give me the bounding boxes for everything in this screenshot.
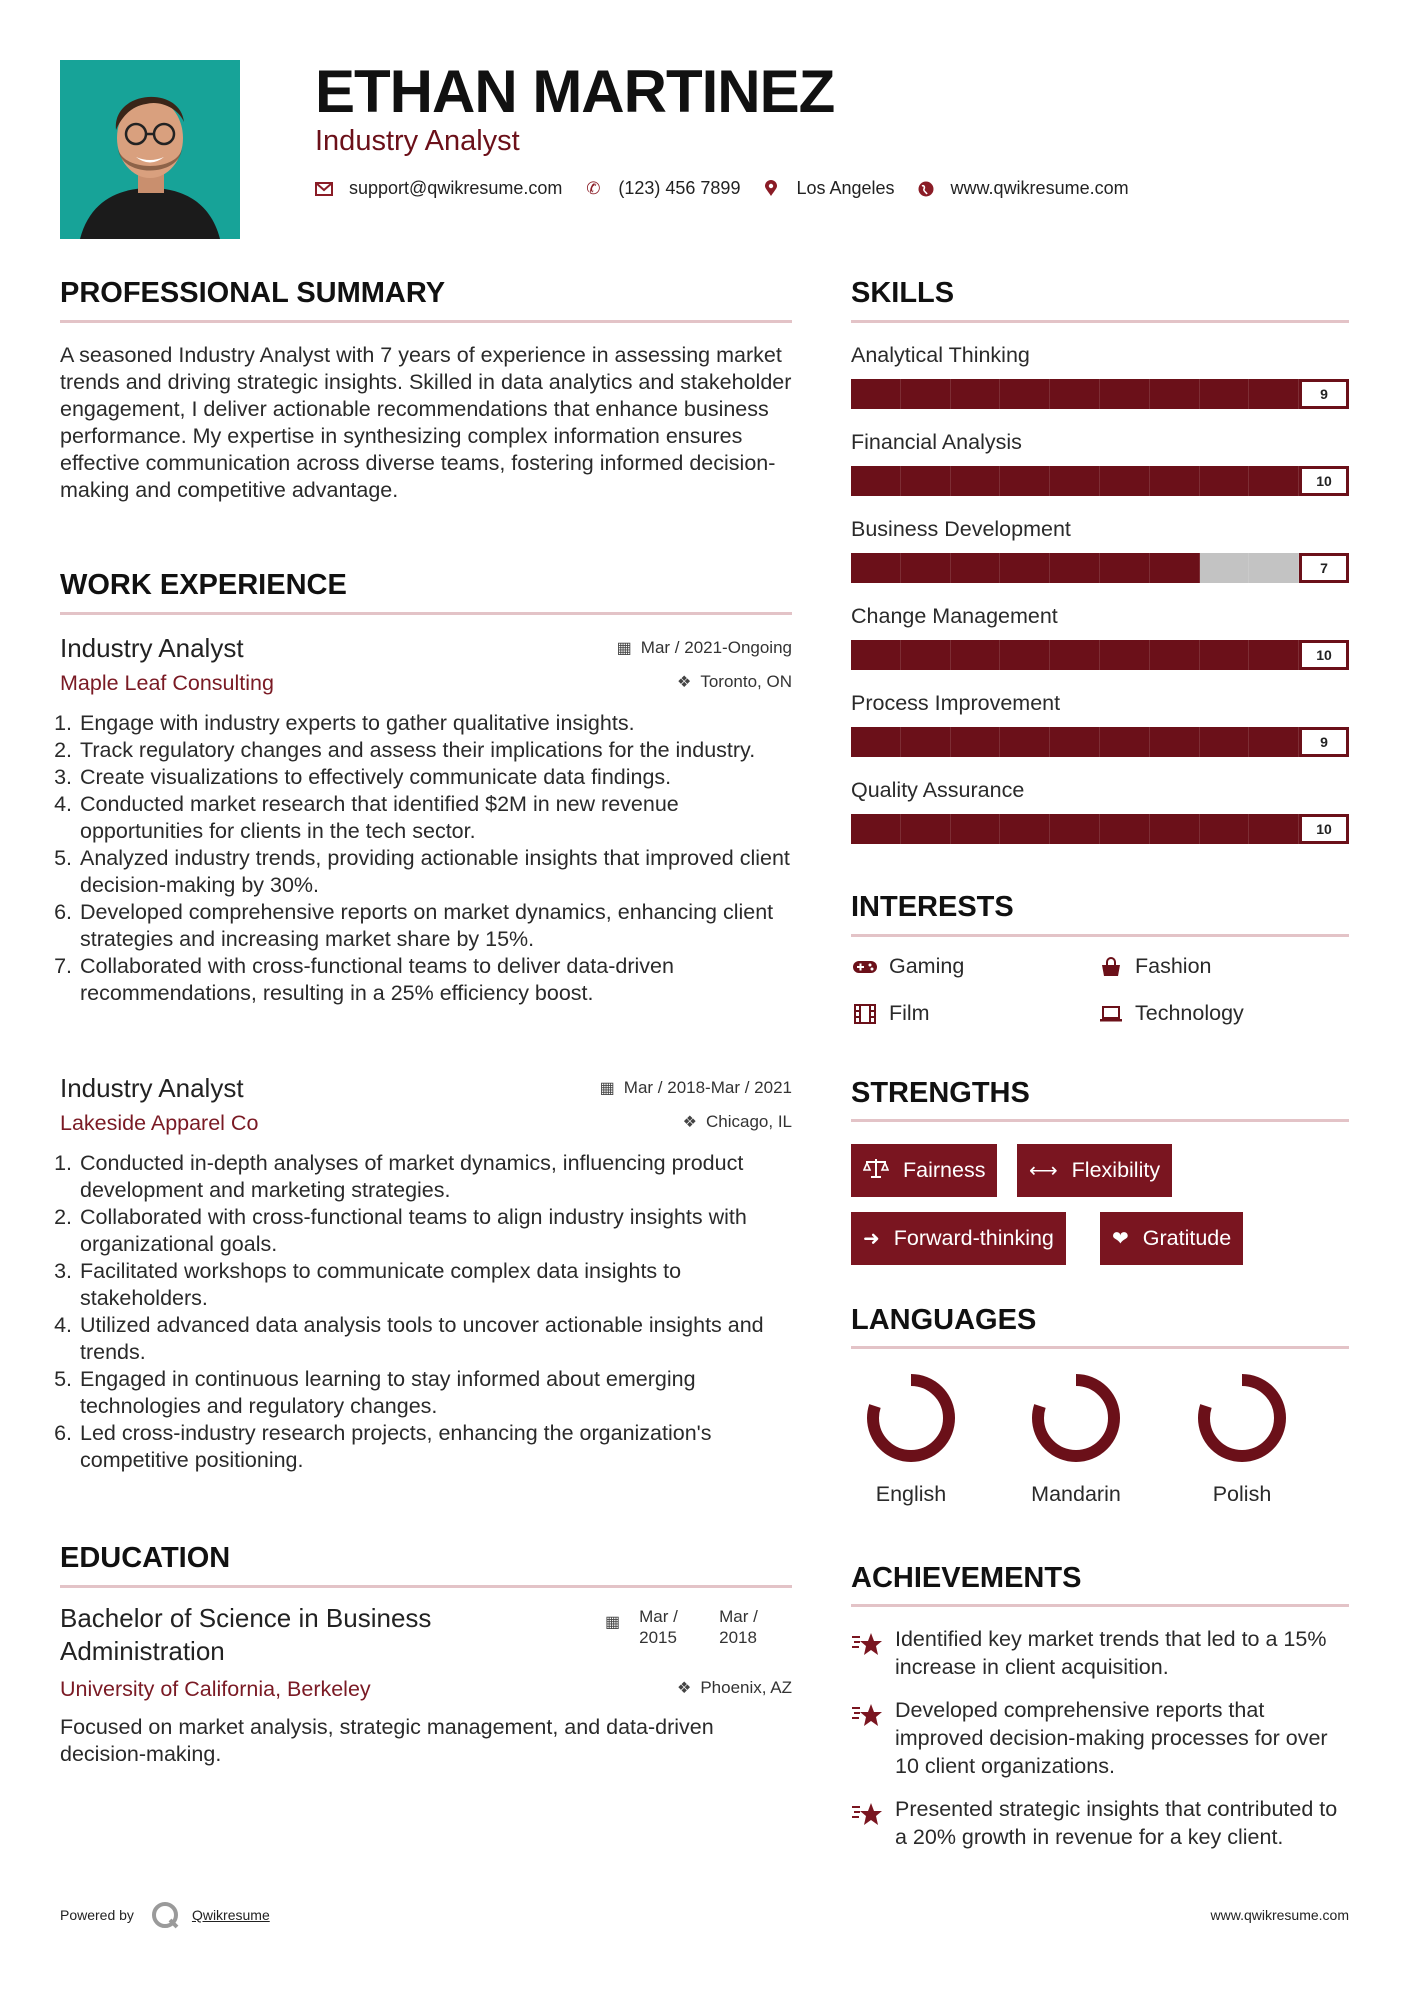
skill-label: Financial Analysis [851,430,1022,454]
experience-divider [60,612,792,615]
list-item: 3. Facilitated workshops to communicate complex data insights to stakeholders. [78,1258,792,1312]
envelope-icon [315,182,333,196]
skill-bar-segment [951,553,1001,583]
skill-bar-segment [1100,640,1150,670]
job-entry [60,1072,792,1474]
skill-bar-segment [1249,379,1299,409]
pin-icon: ❖ [677,674,692,691]
skill-bar-segment [1050,466,1100,496]
interests-divider [851,934,1349,937]
skill-bar-segment [951,379,1001,409]
footer-branding [60,1900,270,1930]
language-ring [1030,1372,1122,1464]
job-company: Maple Leaf Consulting [60,671,274,695]
skill-level: 9 [1299,379,1349,409]
language-label: Polish [1212,1482,1272,1506]
skill-bar [851,466,1349,496]
skill-bar-segment [1050,814,1100,844]
strength-label: Gratitude [1142,1226,1232,1250]
skill-label: Change Management [851,604,1058,628]
skill-bar [851,640,1349,670]
education-description: Focused on market analysis, strategic management, and data-driven decision-making. [60,1715,714,1766]
language-ring [1196,1372,1288,1464]
skill-bar-segment [951,640,1001,670]
arrows-horizontal-icon: ⟷ [1029,1160,1058,1182]
list-item: 1. Conducted in-depth analyses of market dynamics, influencing product development and marketing strategies. [78,1150,792,1204]
language-ring [865,1372,957,1464]
job-location [683,1112,792,1132]
list-item: 5. Analyzed industry trends, providing actionable insights that improved client decision-making by 30%. [78,845,792,899]
language-item [1187,1372,1297,1507]
skill-bar-segment [901,640,951,670]
strength-label: Flexibility [1071,1158,1161,1182]
job-location-text: Chicago, IL [706,1112,792,1131]
achievement-text: Developed comprehensive reports that improved decision-making processes for over 10 client organizations. [895,1698,1328,1778]
skill-bar-segment [901,553,951,583]
interest-label: Film [889,1001,930,1025]
strength-badge [1017,1144,1172,1197]
skill-bar-segment [1200,379,1250,409]
candidate-title: Industry Analyst [315,125,520,157]
job-role: Industry Analyst [60,633,244,663]
skill-bar [851,553,1349,583]
list-item: 1. Engage with industry experts to gather qualitative insights. [78,710,792,737]
skill-bar-segment [1150,640,1200,670]
skill-level: 7 [1299,553,1349,583]
skill-label: Business Development [851,517,1071,541]
job-location-text: Toronto, ON [700,672,792,691]
skill-label: Quality Assurance [851,778,1025,802]
skill-bar-segment [901,466,951,496]
brand-link[interactable]: Qwikresume [191,1907,270,1923]
skill-bar-segment [1150,466,1200,496]
degree-title: Bachelor of Science in Business Administration [60,1603,432,1666]
phone-icon: ✆ [586,178,601,198]
skill-bar-segment [1000,379,1050,409]
skill-bar-segment [1000,553,1050,583]
contact-phone[interactable] [584,178,740,199]
achievement-item [851,1696,1349,1780]
skill-bar-segment [1050,727,1100,757]
arrow-right-icon: ➜ [863,1228,880,1250]
shopping-bag-icon [1097,957,1125,977]
skill-bar-segment [1249,466,1299,496]
skill-bar-segment [1000,727,1050,757]
skill-item [851,689,1349,757]
achievement-text: Presented strategic insights that contributed to a 20% growth in revenue for a key client. [895,1797,1338,1849]
skill-bar [851,727,1349,757]
skill-bar-segment [1050,379,1100,409]
candidate-name: ETHAN MARTINEZ [315,58,835,125]
footer-website[interactable]: www.qwikresume.com [1210,1907,1349,1923]
interest-label: Gaming [889,954,965,978]
interest-item [851,1001,930,1026]
skill-bar-segment [1100,379,1150,409]
interest-label: Fashion [1135,954,1212,978]
trophy-star-icon [851,1702,885,1734]
calendar-icon: ▦ [599,1080,615,1097]
skill-bar-segment [851,553,901,583]
strength-badge [851,1144,997,1197]
list-item: 4. Conducted market research that identified $2M in new revenue opportunities for clients in the tech sector. [78,791,792,845]
skill-level: 10 [1299,640,1349,670]
skill-bar-segment [1100,553,1150,583]
education-location-text: Phoenix, AZ [700,1678,792,1697]
list-item: 4. Utilized advanced data analysis tools to uncover actionable insights and trends. [78,1312,792,1366]
skill-item [851,776,1349,844]
job-dates [600,1078,792,1098]
interest-label: Technology [1135,1001,1244,1025]
email-text: support@qwikresume.com [349,178,563,198]
education-end: Mar / 2018 [719,1607,758,1647]
skill-item [851,602,1349,670]
skills-heading: SKILLS [851,277,955,309]
skill-bar-segment [951,727,1001,757]
skill-bar-segment [1200,640,1250,670]
qwikresume-logo-icon [150,1900,180,1930]
languages-heading: LANGUAGES [851,1304,1037,1336]
skill-bar-segment [1000,640,1050,670]
education-entry [60,1602,792,1768]
summary-heading: PROFESSIONAL SUMMARY [60,277,446,309]
skill-bar-segment [851,379,901,409]
contact-website[interactable] [917,178,1129,199]
contact-location [762,178,894,199]
interests-heading: INTERESTS [851,891,1014,923]
skill-item [851,515,1349,583]
skill-bar-segment [1150,553,1200,583]
globe-icon [917,181,935,197]
skill-bar-segment [1100,814,1150,844]
powered-by-text: Powered by [60,1907,134,1923]
list-item: 3. Create visualizations to effectively communicate data findings. [78,764,792,791]
heart-icon: ❤ [1112,1228,1129,1250]
skill-bar-segment [901,379,951,409]
skill-bar-segment [1249,553,1299,583]
strengths-heading: STRENGTHS [851,1077,1030,1109]
contact-email[interactable] [315,178,562,199]
experience-heading: WORK EXPERIENCE [60,569,347,601]
list-item: 2. Track regulatory changes and assess their implications for the industry. [78,737,792,764]
skill-bar-segment [1100,727,1150,757]
pin-icon: ❖ [682,1114,697,1131]
skill-bar-segment [901,727,951,757]
pin-icon: ❖ [676,1680,692,1697]
skill-bar-segment [1200,727,1250,757]
skill-item [851,428,1349,496]
interest-item [1097,954,1212,979]
skill-label: Process Improvement [851,691,1061,715]
strength-badge [1100,1212,1243,1265]
strength-label: Forward-thinking [893,1226,1054,1250]
skill-bar-segment [901,814,951,844]
skill-level: 10 [1299,466,1349,496]
profile-photo [60,60,240,239]
job-bullets [60,710,792,1007]
language-item [856,1372,966,1507]
film-icon [851,1004,879,1024]
list-item: 5. Engaged in continuous learning to stay informed about emerging technologies and regulatory changes. [78,1366,792,1420]
skill-level: 9 [1299,727,1349,757]
education-divider [60,1585,792,1588]
skill-bar-segment [851,814,901,844]
strength-badge [851,1212,1066,1265]
contact-bar [315,178,1151,199]
map-marker-icon [762,180,780,197]
job-bullets [60,1150,792,1474]
job-location [677,672,792,692]
language-label: English [875,1482,947,1506]
skill-bar-segment [1249,640,1299,670]
skill-bar-segment [851,466,901,496]
job-company: Lakeside Apparel Co [60,1111,259,1135]
skill-item [851,341,1349,409]
job-role: Industry Analyst [60,1073,244,1103]
skill-level: 10 [1299,814,1349,844]
location-text: Los Angeles [796,178,895,198]
skill-bar-segment [1200,814,1250,844]
achievement-text: Identified key market trends that led to a 15% increase in client acquisition. [895,1627,1327,1679]
calendar-icon: ▦ [605,1614,621,1631]
job-entry [60,632,792,1007]
skill-label: Analytical Thinking [851,343,1030,367]
skill-bar-segment [951,814,1001,844]
achievement-item [851,1795,1349,1851]
laptop-icon [1097,1005,1125,1023]
strength-label: Fairness [903,1158,986,1182]
skill-bar-segment [1249,814,1299,844]
list-item: 7. Collaborated with cross-functional teams to deliver data-driven recommendations, resulting in a 25% efficiency boost. [78,953,792,1007]
skill-bar-segment [1200,466,1250,496]
website-text: www.qwikresume.com [950,178,1129,198]
skill-bar-segment [1150,379,1200,409]
language-label: Mandarin [1031,1482,1121,1506]
achievement-item [851,1625,1349,1681]
strengths-divider [851,1119,1349,1122]
trophy-star-icon [851,1801,885,1833]
school-name: University of California, Berkeley [60,1677,371,1701]
skill-bar-segment [1000,814,1050,844]
skill-bar-segment [1150,727,1200,757]
achievements-heading: ACHIEVEMENTS [851,1562,1082,1594]
skill-bar-segment [851,727,901,757]
skill-bar-segment [851,640,901,670]
education-start: Mar / 2015 [639,1607,678,1647]
education-heading: EDUCATION [60,1542,231,1574]
language-item [1021,1372,1131,1507]
summary-divider [60,320,792,323]
skill-bar-segment [1000,466,1050,496]
job-dates [617,638,792,658]
education-location [677,1678,792,1698]
summary-text: A seasoned Industry Analyst with 7 years of experience in assessing market trends and driving strategic insights. Skilled in data analytics and stakeholder engagement, I deliver actionable recommendations that enhance business performance. My expertise in synthesizing complex information ensures effective communication across diverse teams, fostering informed decision-making and competitive advantage. [60,343,792,502]
education-dates [605,1606,765,1648]
skill-bar-segment [1150,814,1200,844]
skill-bar-segment [1050,640,1100,670]
skill-bar-segment [1249,727,1299,757]
list-item: 6. Developed comprehensive reports on market dynamics, enhancing client strategies and increasing market share by 15%. [78,899,792,953]
list-item: 2. Collaborated with cross-functional teams to align industry insights with organizational goals. [78,1204,792,1258]
skill-bar-segment [1100,466,1150,496]
skills-divider [851,320,1349,323]
achievements-divider [851,1604,1349,1607]
skill-bar-segment [1050,553,1100,583]
skill-bar-segment [951,466,1001,496]
skill-bar [851,814,1349,844]
languages-divider [851,1346,1349,1349]
skill-bar [851,379,1349,409]
calendar-icon: ▦ [616,640,632,657]
balance-scale-icon [863,1157,889,1185]
trophy-star-icon [851,1631,885,1663]
skill-bar-segment [1200,553,1250,583]
job-dates-text: Mar / 2021-Ongoing [640,638,792,657]
job-dates-text: Mar / 2018-Mar / 2021 [623,1078,792,1097]
list-item: 6. Led cross-industry research projects, enhancing the organization's competitive positioning. [78,1420,792,1474]
interest-item [851,954,964,979]
interest-item [1097,1001,1244,1026]
phone-text: (123) 456 7899 [618,178,741,198]
gamepad-icon [851,959,879,975]
